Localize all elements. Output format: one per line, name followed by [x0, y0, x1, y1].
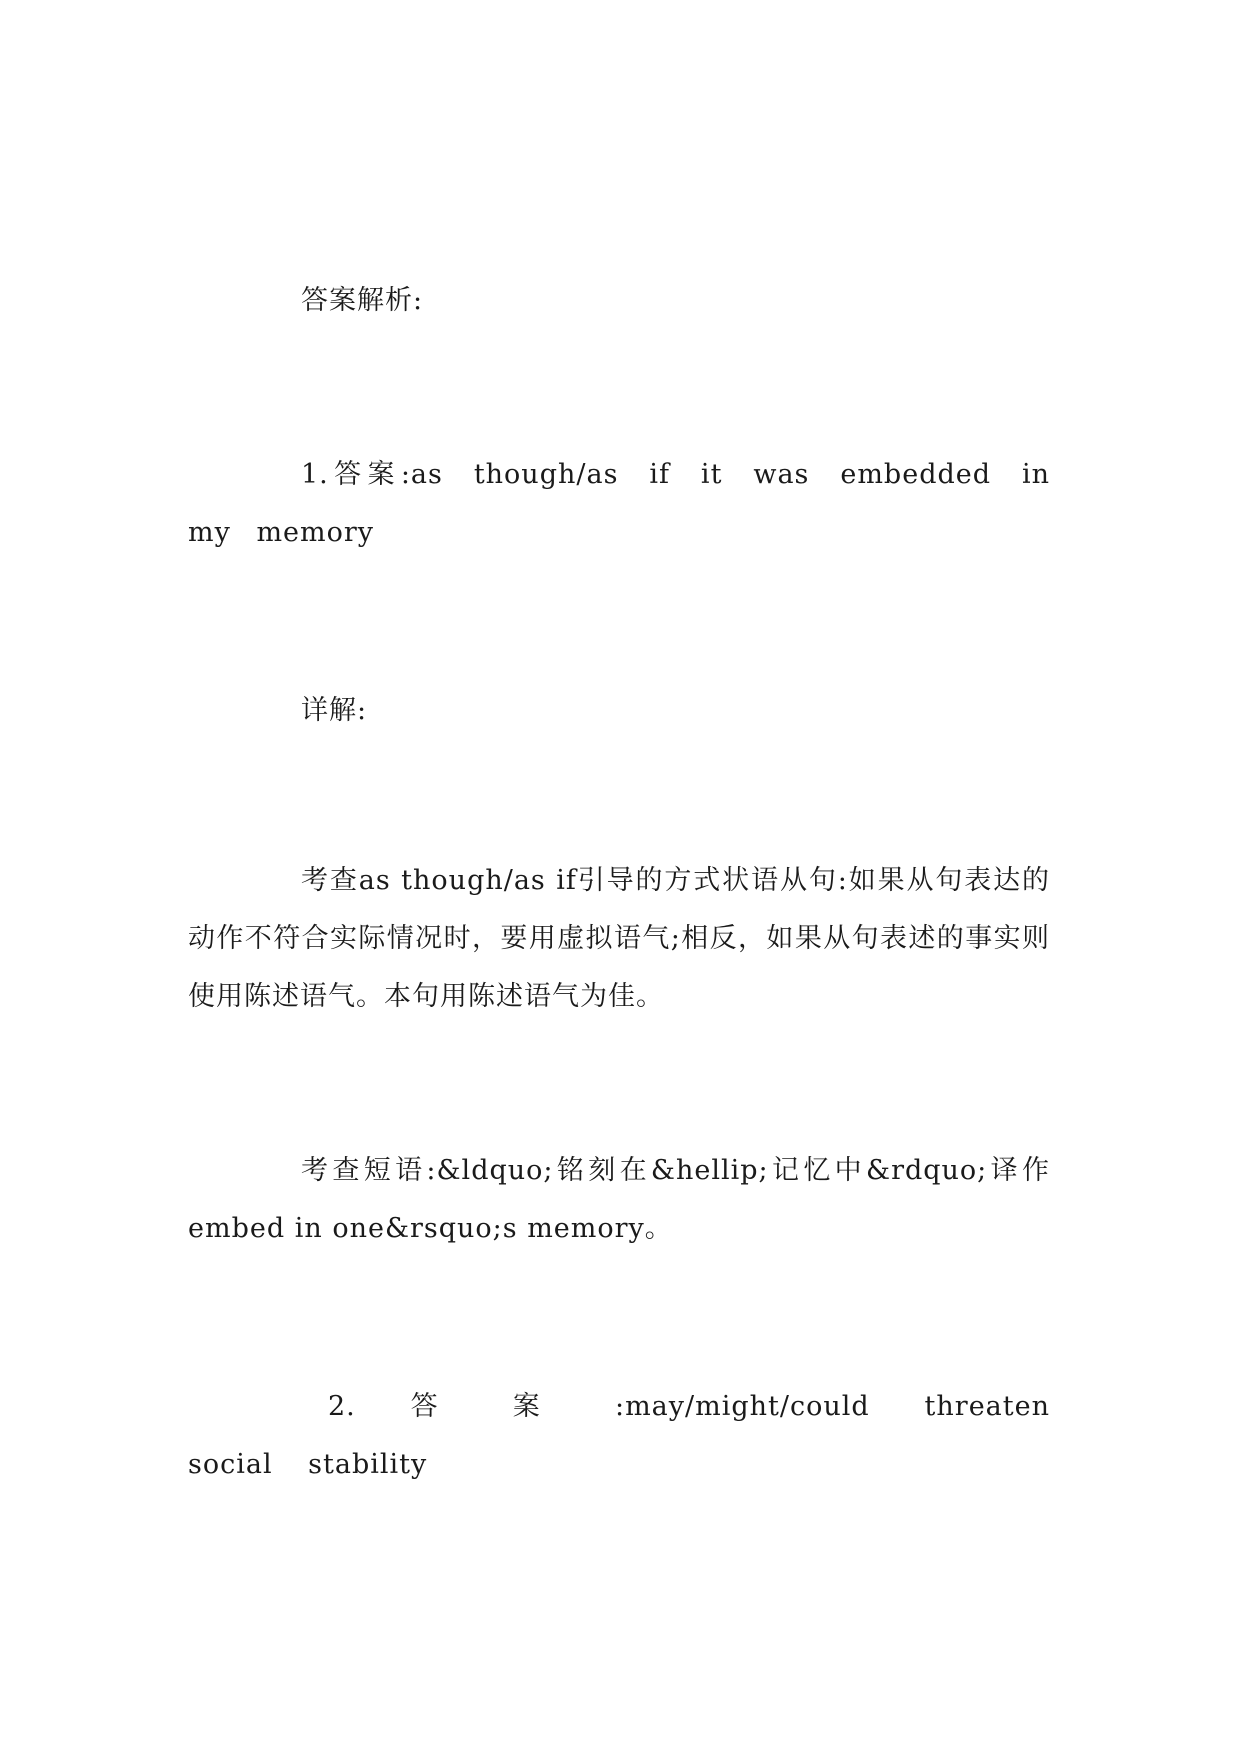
answer-analysis-heading: 答案解析:	[301, 285, 424, 316]
detail-heading: 详解:	[301, 695, 368, 726]
answer-2-text: 2. 答 案 :may/might/could threaten social stability	[188, 1391, 1050, 1480]
phrase-note-paragraph: 考查短语:&ldquo;铭刻在&hellip;记忆中&rdquo;译作embed in one&rsquo;s memory。	[188, 1155, 1050, 1244]
explanation-paragraph: 考查as though/as if引导的方式状语从句:如果从句表达的动作不符合实际情况时，要用虚拟语气;相反，如果从句表述的事实则使用陈述语气。本句用陈述语气为佳。	[188, 865, 1050, 1012]
answer-1-text: 1.答案:as though/as if it was embedded in my memory	[188, 459, 1050, 548]
